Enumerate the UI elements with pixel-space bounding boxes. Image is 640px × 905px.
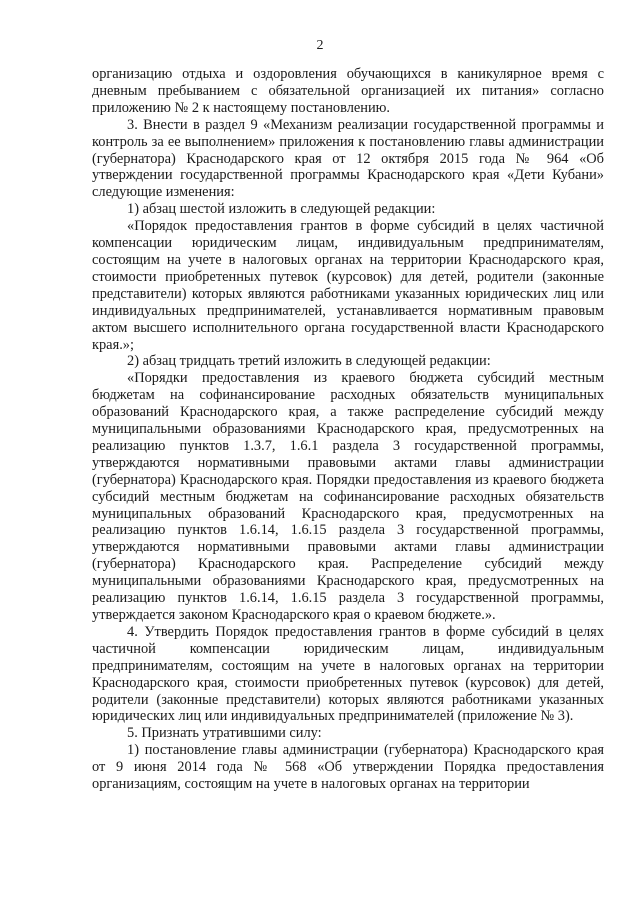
paragraph-continuation: организацию отдыха и оздоровления обучающихся в каникулярное время с дневным пребыванием с обязательной организацией их питания» согласно приложению № 2 к настоящему постановлению. bbox=[92, 66, 604, 116]
paragraph-quote-grants-order: «Порядок предоставления грантов в форме субсидий в целях частичной компенсации юридическим лицам, индивидуальным предпринимателям, состоящим на учете в налоговых органах на территории Краснодарского края, стоимости приобретенных путевок (курсовок) для детей, родители (законные представители) которых являются работниками указанных юридических лиц или индивидуальных предпринимателей, устанавливается нормативным правовым актом высшего исполнительного органа государственной власти Краснодарского края.»; bbox=[92, 218, 604, 353]
document-body bbox=[92, 66, 604, 793]
paragraph-item-4: 4. Утвердить Порядок предоставления грантов в форме субсидий в целях частичной компенсации юридическим лицам, индивидуальным предпринимателям, состоящим на учете в налоговых органах на территории Краснодарского края, стоимости приобретенных путевок (курсовок) для детей, родители (законные представители) которых являются работниками указанных юридических лиц или индивидуальных предпринимателей (приложение № 3). bbox=[92, 623, 604, 725]
paragraph-repealed-act-1: 1) постановление главы администрации (губернатора) Краснодарского края от 9 июня 2014 года № 568 «Об утверждении Порядка предоставления организациям, состоящим на учете в налоговых органах на территории bbox=[92, 742, 604, 793]
paragraph-quote-subsidies-order: «Порядки предоставления из краевого бюджета субсидий местным бюджетам на софинансирование расходных обязательств муниципальных образований Краснодарского края, а также распределение субсидий между муниципальными образованиями Краснодарского края, предусмотренных на реализацию пунктов 1.3.7, 1.6.1 раздела 3 государственной программы, утверждаются нормативными правовыми актами главы администрации (губернатора) Краснодарского края. Порядки предоставления из краевого бюджета субсидий местным бюджетам на софинансирование расходных обязательств муниципальных образований Краснодарского края, предусмотренных на реализацию пунктов 1.6.14, 1.6.15 раздела 3 государственной программы, утверждаются нормативными правовыми актами главы администрации (губернатора) Краснодарского края. Распределение субсидий между муниципальными образованиями Краснодарского края, предусмотренных на реализацию пунктов 1.6.14, 1.6.15 раздела 3 государственной программы, утверждается законом Краснодарского края о краевом бюджете.». bbox=[92, 370, 604, 623]
paragraph-item-5: 5. Признать утратившими силу: bbox=[127, 725, 322, 742]
page-number: 2 bbox=[316, 38, 324, 53]
paragraph-subitem-1: 1) абзац шестой изложить в следующей редакции: bbox=[127, 201, 436, 218]
paragraph-item-3: 3. Внести в раздел 9 «Механизм реализации государственной программы и контроль за ее выполнением» приложения к постановлению главы администрации (губернатора) Краснодарского края от 12 октября 2015 года № 964 «Об утверждении государственной программы Краснодарского края «Дети Кубани» следующие изменения: bbox=[92, 116, 604, 201]
paragraph-subitem-2: 2) абзац тридцать третий изложить в следующей редакции: bbox=[127, 353, 491, 370]
